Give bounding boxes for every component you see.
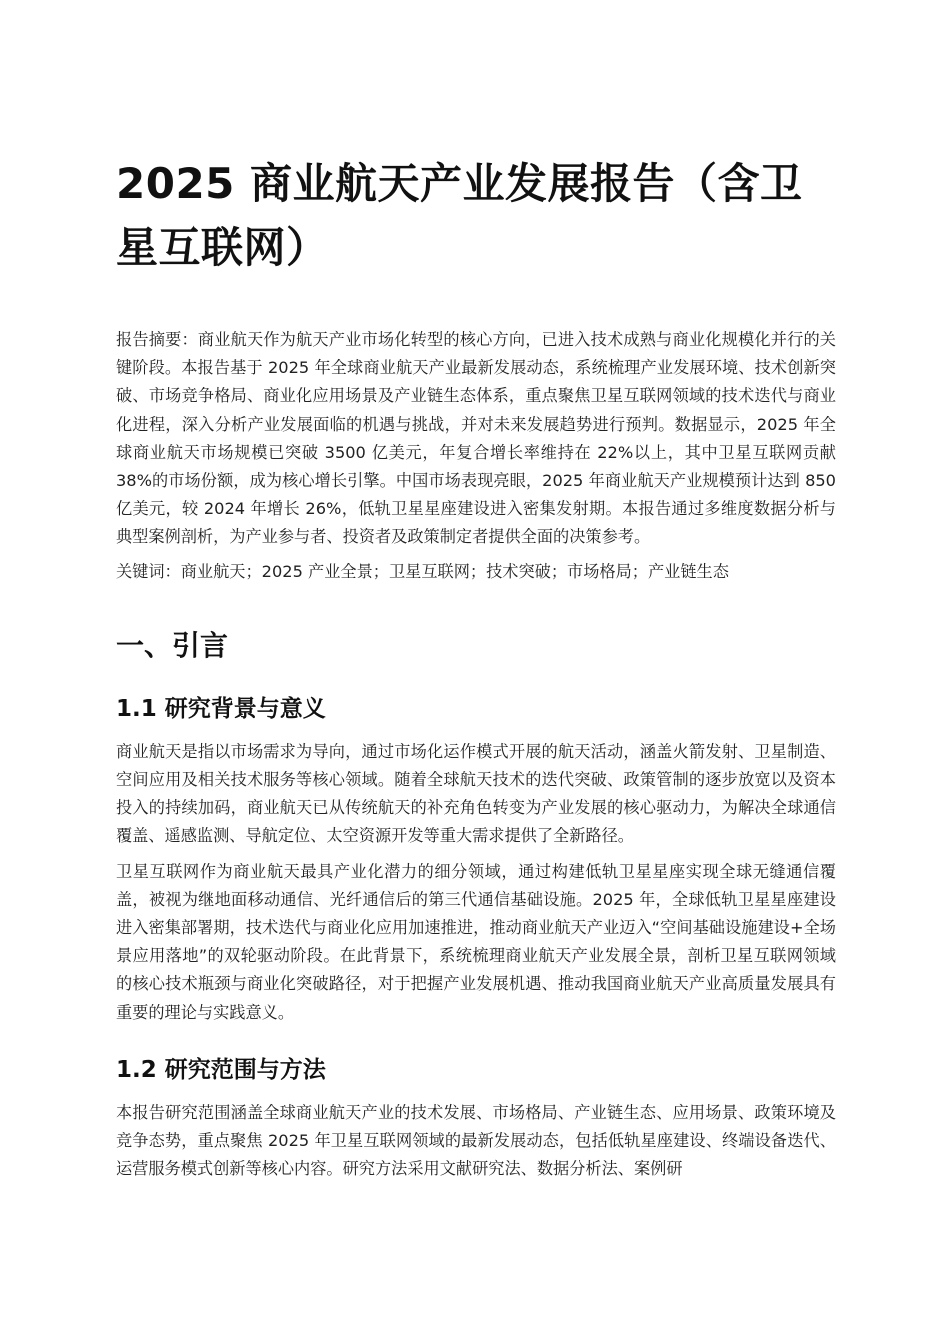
abstract-paragraph: 报告摘要：商业航天作为航天产业市场化转型的核心方向，已进入技术成熟与商业化规模化并行的关键阶段。本报告基于 2025 年全球商业航天产业最新发展动态，系统梳理产业发展环境、技术创新突破、市场竞争格局、商业化应用场景及产业链生态体系，重点聚焦卫星互联网领域的技术迭代与商业化进程，深入分析产业发展面临的机遇与挑战，并对未来发展趋势进行预判。数据显示，2025 年全球商业航天市场规模已突破 3500 亿美元，年复合增长率维持在 22%以上，其中卫星互联网贡献 38%的市场份额，成为核心增长引擎。中国市场表现亮眼，2025 年商业航天产业规模预计达到 850 亿美元，较 2024 年增长 26%，低轨卫星星座建设进入密集发射期。本报告通过多维度数据分析与典型案例剖析，为产业参与者、投资者及政策制定者提供全面的决策参考。 (116, 330, 836, 547)
section-heading-introduction: 一、引言 (116, 628, 229, 662)
subsection-heading-background: 1.1 研究背景与意义 (116, 695, 326, 722)
page-title: 2025 商业航天产业发展报告（含卫星互联网） (116, 159, 803, 272)
document-page (116, 152, 836, 1183)
body-paragraph: 商业航天是指以市场需求为导向，通过市场化运作模式开展的航天活动，涵盖火箭发射、卫星制造、空间应用及相关技术服务等核心领域。随着全球航天技术的迭代突破、政策管制的逐步放宽以及资本投入的持续加码，商业航天已从传统航天的补充角色转变为产业发展的核心驱动力，为解决全球通信覆盖、遥感监测、导航定位、太空资源开发等重大需求提供了全新路径。 (116, 741, 836, 846)
body-paragraph: 本报告研究范围涵盖全球商业航天产业的技术发展、市场格局、产业链生态、应用场景、政策环境及竞争态势，重点聚焦 2025 年卫星互联网领域的最新发展动态，包括低轨星座建设、终端设备迭代、运营服务模式创新等核心内容。研究方法采用文献研究法、数据分析法、案例研 (116, 1102, 836, 1179)
subsection-heading-scope: 1.2 研究范围与方法 (116, 1056, 326, 1083)
keywords-line: 关键词：商业航天；2025 产业全景；卫星互联网；技术突破；市场格局；产业链生态 (116, 561, 729, 581)
body-paragraph: 卫星互联网作为商业航天最具产业化潜力的细分领域，通过构建低轨卫星星座实现全球无缝通信覆盖，被视为继地面移动通信、光纤通信后的第三代通信基础设施。2025 年，全球低轨卫星星座建设进入密集部署期，技术迭代与商业化应用加速推进，推动商业航天产业迈入“空间基础设施建设+全场景应用落地”的双轮驱动阶段。在此背景下，系统梳理商业航天产业发展全景，剖析卫星互联网领域的核心技术瓶颈与商业化突破路径，对于把握产业发展机遇、推动我国商业航天产业高质量发展具有重要的理论与实践意义。 (116, 861, 836, 1022)
